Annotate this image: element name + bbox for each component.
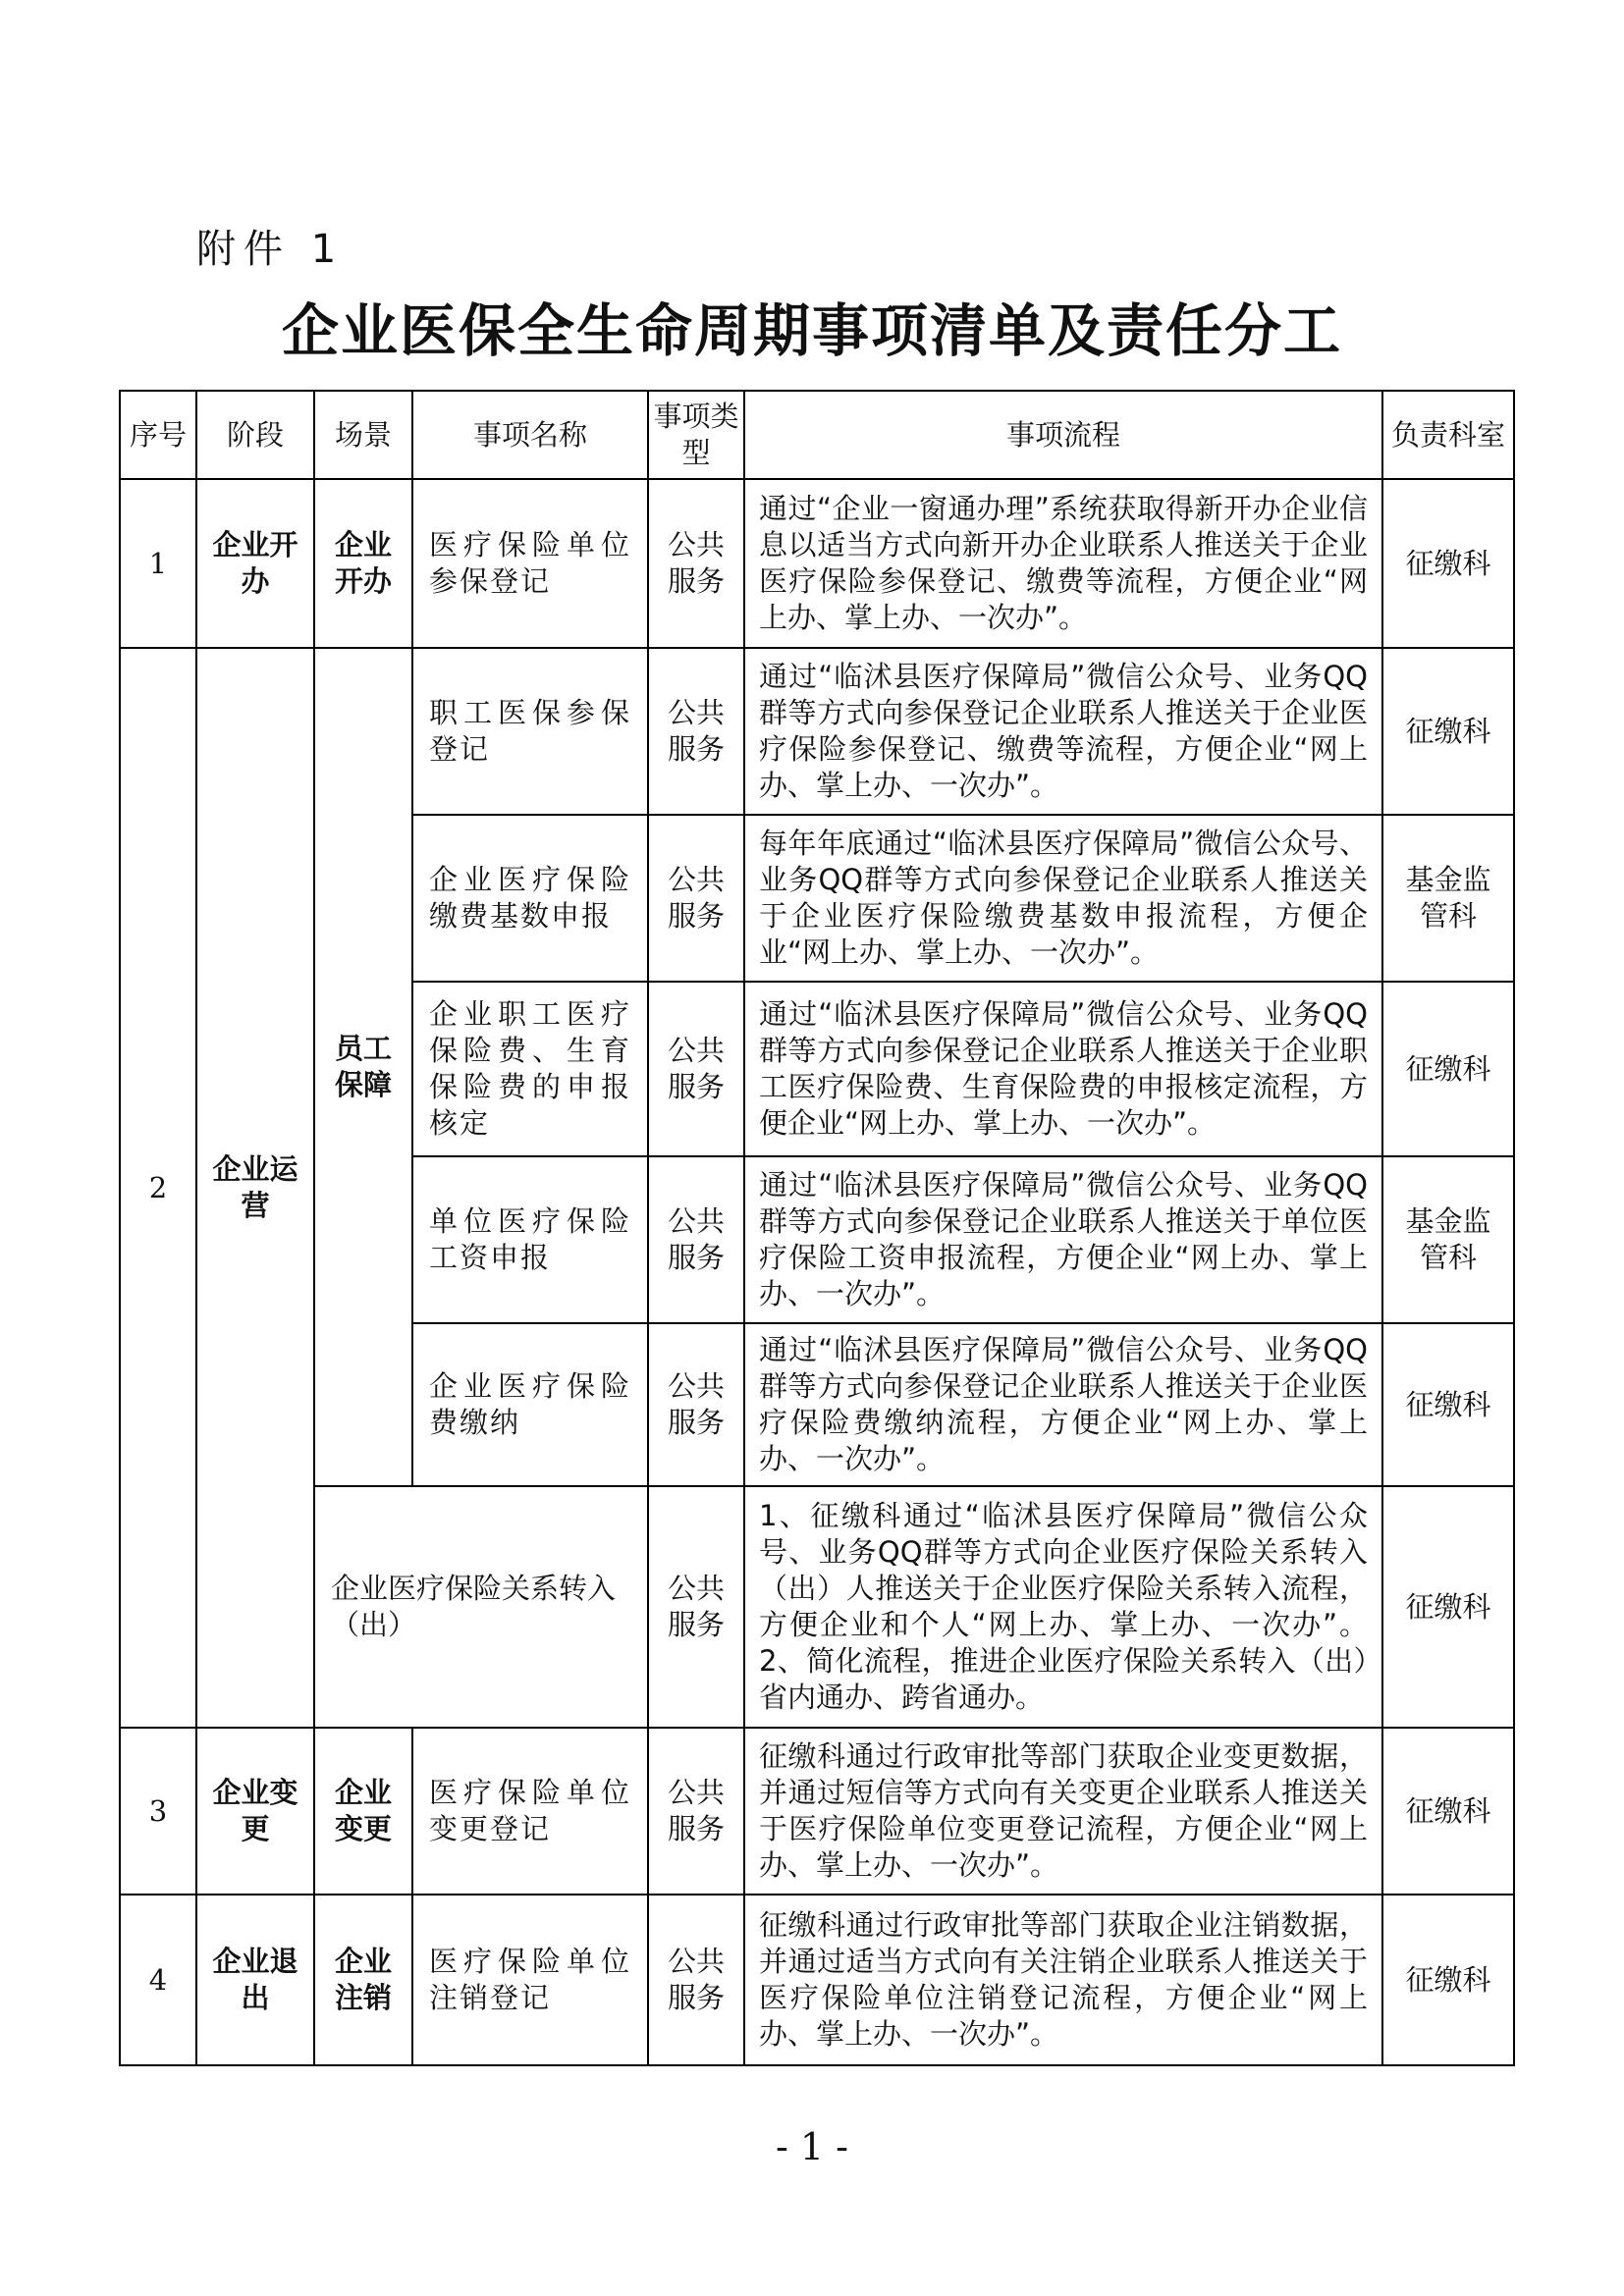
document-title: 企业医保全生命周期事项清单及责任分工: [281, 297, 1342, 364]
row-scene: 企业注销: [314, 1895, 412, 2065]
row-scene: 企业变更: [314, 1728, 412, 1895]
row-seq: 2: [120, 648, 196, 1728]
header-department: 负责科室: [1382, 391, 1514, 479]
row-item-type: 公共服务: [648, 982, 744, 1156]
row-process: 通过“临沭县医疗保障局”微信公众号、业务QQ群等方式向参保登记企业联系人推送关于企业职工医疗保险费、生育保险费的申报核定流程，方便企业“网上办、掌上办、一次办”。: [744, 982, 1382, 1156]
row-department: 征缴科: [1382, 648, 1514, 815]
row-department: 征缴科: [1382, 1895, 1514, 2065]
row-item-name: 医疗保险单位参保登记: [412, 479, 648, 648]
table-row: [120, 1895, 1514, 2065]
row-seq: 3: [120, 1728, 196, 1895]
row-item-type: 公共服务: [648, 1895, 744, 2065]
row-item-name: 职工医保参保登记: [412, 648, 648, 815]
row-stage: 企业退出: [196, 1895, 314, 2065]
header-seq: 序号: [120, 391, 196, 479]
row-department: 征缴科: [1382, 1728, 1514, 1895]
table-row: [120, 1728, 1514, 1895]
row-scene: 企业开办: [314, 479, 412, 648]
row-stage: 企业开办: [196, 479, 314, 648]
row-item-type: 公共服务: [648, 1486, 744, 1728]
row-department: 基金监管科: [1382, 815, 1514, 982]
row-item-type: 公共服务: [648, 1728, 744, 1895]
table-row: [120, 1486, 1514, 1728]
row-department: 基金监管科: [1382, 1156, 1514, 1323]
row-item-name: 医疗保险单位变更登记: [412, 1728, 648, 1895]
table-row: [120, 648, 1514, 815]
row-process: 征缴科通过行政审批等部门获取企业变更数据，并通过短信等方式向有关变更企业联系人推送关于医疗保险单位变更登记流程，方便企业“网上办、掌上办、一次办”。: [744, 1728, 1382, 1895]
row-stage: 企业运营: [196, 648, 314, 1728]
row-item-name: 企业医疗保险费缴纳: [412, 1323, 648, 1486]
page-number: - 1 -: [775, 2125, 848, 2168]
row-process: 1、征缴科通过“临沭县医疗保障局”微信公众号、业务QQ群等方式向企业医疗保险关系转入（出）人推送关于企业医疗保险关系转入流程，方便企业和个人“网上办、掌上办、一次办”。2、简化流程，推进企业医疗保险关系转入（出）省内通办、跨省通办。: [744, 1486, 1382, 1728]
row-process: 通过“临沭县医疗保障局”微信公众号、业务QQ群等方式向参保登记企业联系人推送关于企业医疗保险费缴纳流程，方便企业“网上办、掌上办、一次办”。: [744, 1323, 1382, 1486]
row-department: 征缴科: [1382, 1486, 1514, 1728]
table-header-row: [120, 391, 1514, 479]
row-process: 通过“临沭县医疗保障局”微信公众号、业务QQ群等方式向参保登记企业联系人推送关于企业医疗保险参保登记、缴费等流程，方便企业“网上办、掌上办、一次办”。: [744, 648, 1382, 815]
row-item-type: 公共服务: [648, 479, 744, 648]
row-department: 征缴科: [1382, 1323, 1514, 1486]
row-department: 征缴科: [1382, 479, 1514, 648]
row-process: 通过“企业一窗通办理”系统获取得新开办企业信息以适当方式向新开办企业联系人推送关于企业医疗保险参保登记、缴费等流程，方便企业“网上办、掌上办、一次办”。: [744, 479, 1382, 648]
responsibility-table: [119, 390, 1515, 2066]
header-stage: 阶段: [196, 391, 314, 479]
row-item-name: 企业医疗保险关系转入（出）: [314, 1486, 648, 1728]
row-item-name: 企业职工医疗保险费、生育保险费的申报核定: [412, 982, 648, 1156]
table-row: [120, 479, 1514, 648]
row-stage: 企业变更: [196, 1728, 314, 1895]
row-seq: 1: [120, 479, 196, 648]
row-item-name: 企业医疗保险缴费基数申报: [412, 815, 648, 982]
row-process: 通过“临沭县医疗保障局”微信公众号、业务QQ群等方式向参保登记企业联系人推送关于单位医疗保险工资申报流程，方便企业“网上办、掌上办、一次办”。: [744, 1156, 1382, 1323]
attachment-label: 附件 1: [196, 227, 345, 272]
row-process: 每年年底通过“临沭县医疗保障局”微信公众号、业务QQ群等方式向参保登记企业联系人推送关于企业医疗保险缴费基数申报流程，方便企业“网上办、掌上办、一次办”。: [744, 815, 1382, 982]
row-item-type: 公共服务: [648, 815, 744, 982]
header-process: 事项流程: [744, 391, 1382, 479]
row-item-type: 公共服务: [648, 648, 744, 815]
header-item-type: 事项类型: [648, 391, 744, 479]
row-scene: 员工保障: [314, 648, 412, 1486]
row-seq: 4: [120, 1895, 196, 2065]
row-item-type: 公共服务: [648, 1156, 744, 1323]
row-item-name: 医疗保险单位注销登记: [412, 1895, 648, 2065]
header-scene: 场景: [314, 391, 412, 479]
row-item-type: 公共服务: [648, 1323, 744, 1486]
header-item-name: 事项名称: [412, 391, 648, 479]
row-department: 征缴科: [1382, 982, 1514, 1156]
row-item-name: 单位医疗保险工资申报: [412, 1156, 648, 1323]
row-process: 征缴科通过行政审批等部门获取企业注销数据，并通过适当方式向有关注销企业联系人推送关于医疗保险单位注销登记流程，方便企业“网上办、掌上办、一次办”。: [744, 1895, 1382, 2065]
